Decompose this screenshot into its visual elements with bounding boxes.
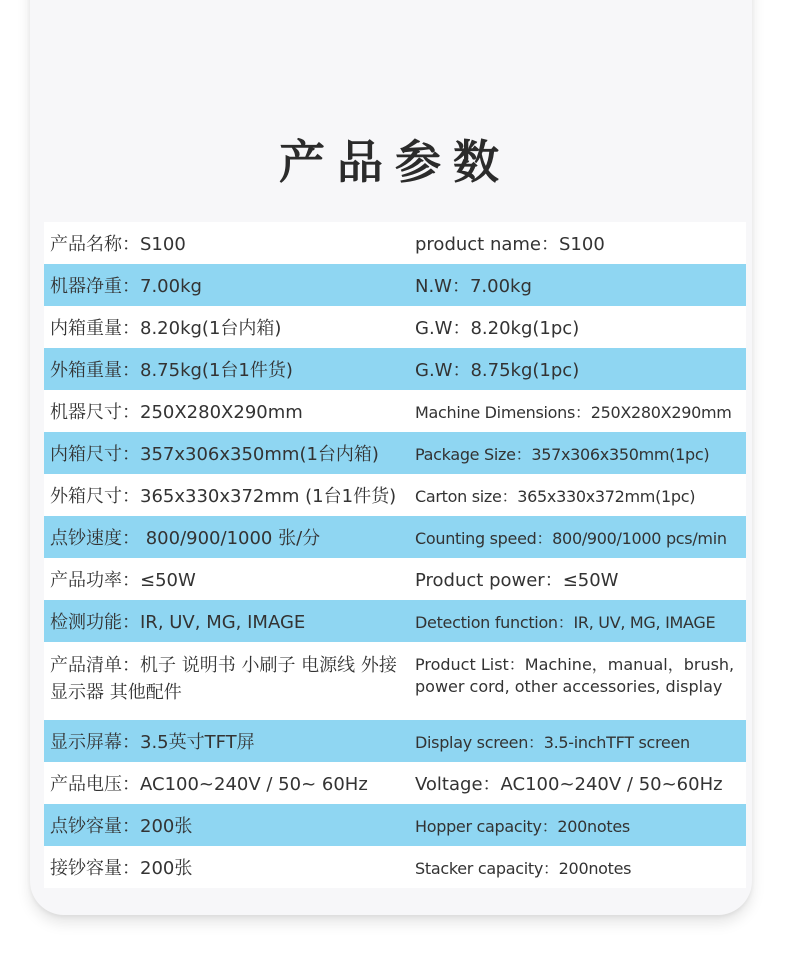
spec-label-cn: 产品电压：AC100~240V / 50~ 60Hz [50,774,368,795]
spec-label-cn: 外箱重量：8.75kg(1台1件货) [50,360,293,381]
spec-label-en: Voltage：AC100~240V / 50~60Hz [415,774,723,795]
spec-row [44,558,746,600]
spec-label-cn: 机器尺寸：250X280X290mm [50,402,303,423]
spec-label-cn: 内箱重量：8.20kg(1台内箱) [50,318,282,339]
spec-label-en: Hopper capacity：200notes [415,816,630,836]
spec-row [44,600,746,642]
spec-row [44,642,746,720]
spec-table [44,222,746,888]
spec-row [44,390,746,432]
spec-label-en: Product List：Machine，manual，brush, power cord, other accessories, display [415,655,735,696]
spec-row [44,348,746,390]
spec-row [44,432,746,474]
spec-label-en: Carton size：365x330x372mm(1pc) [415,486,696,506]
spec-row [44,306,746,348]
spec-label-en: Display screen：3.5-inchTFT screen [415,732,690,752]
spec-label-cn: 产品名称：S100 [50,234,186,255]
spec-label-cn: 产品功率：≤50W [50,570,196,591]
spec-label-cn: 外箱尺寸：365x330x372mm (1台1件货) [50,486,397,507]
spec-label-cn: 检测功能：IR, UV, MG, IMAGE [50,612,306,633]
spec-label-cn: 显示屏幕：3.5英寸TFT屏 [50,732,255,753]
spec-label-cn: 产品清单：机子 说明书 小刷子 电源线 外接显示器 其他配件 [50,655,397,703]
spec-label-cn: 接钞容量：200张 [50,858,193,879]
spec-label-en: product name：S100 [415,234,605,255]
spec-label-cn: 点钞容量：200张 [50,816,193,837]
spec-row [44,474,746,516]
spec-row [44,846,746,888]
spec-label-en: G.W：8.75kg(1pc) [415,360,580,381]
spec-label-en: Stacker capacity：200notes [415,858,632,878]
spec-row [44,516,746,558]
spec-row [44,762,746,804]
spec-label-cn: 点钞速度： 800/900/1000 张/分 [50,528,321,549]
spec-row [44,720,746,762]
spec-label-en: Package Size：357x306x350mm(1pc) [415,444,710,464]
spec-label-en: Counting speed：800/900/1000 pcs/min [415,528,727,548]
spec-label-en: Machine Dimensions：250X280X290mm [415,402,732,422]
spec-label-en: N.W：7.00kg [415,276,532,297]
spec-row [44,222,746,264]
page-title: 产品参数 [279,135,511,189]
spec-label-cn: 机器净重：7.00kg [50,276,202,297]
spec-label-en: Detection function：IR, UV, MG, IMAGE [415,612,716,632]
spec-row [44,264,746,306]
spec-label-en: G.W：8.20kg(1pc) [415,318,580,339]
spec-label-en: Product power：≤50W [415,570,619,591]
spec-label-cn: 内箱尺寸：357x306x350mm(1台内箱) [50,444,379,465]
spec-row [44,804,746,846]
